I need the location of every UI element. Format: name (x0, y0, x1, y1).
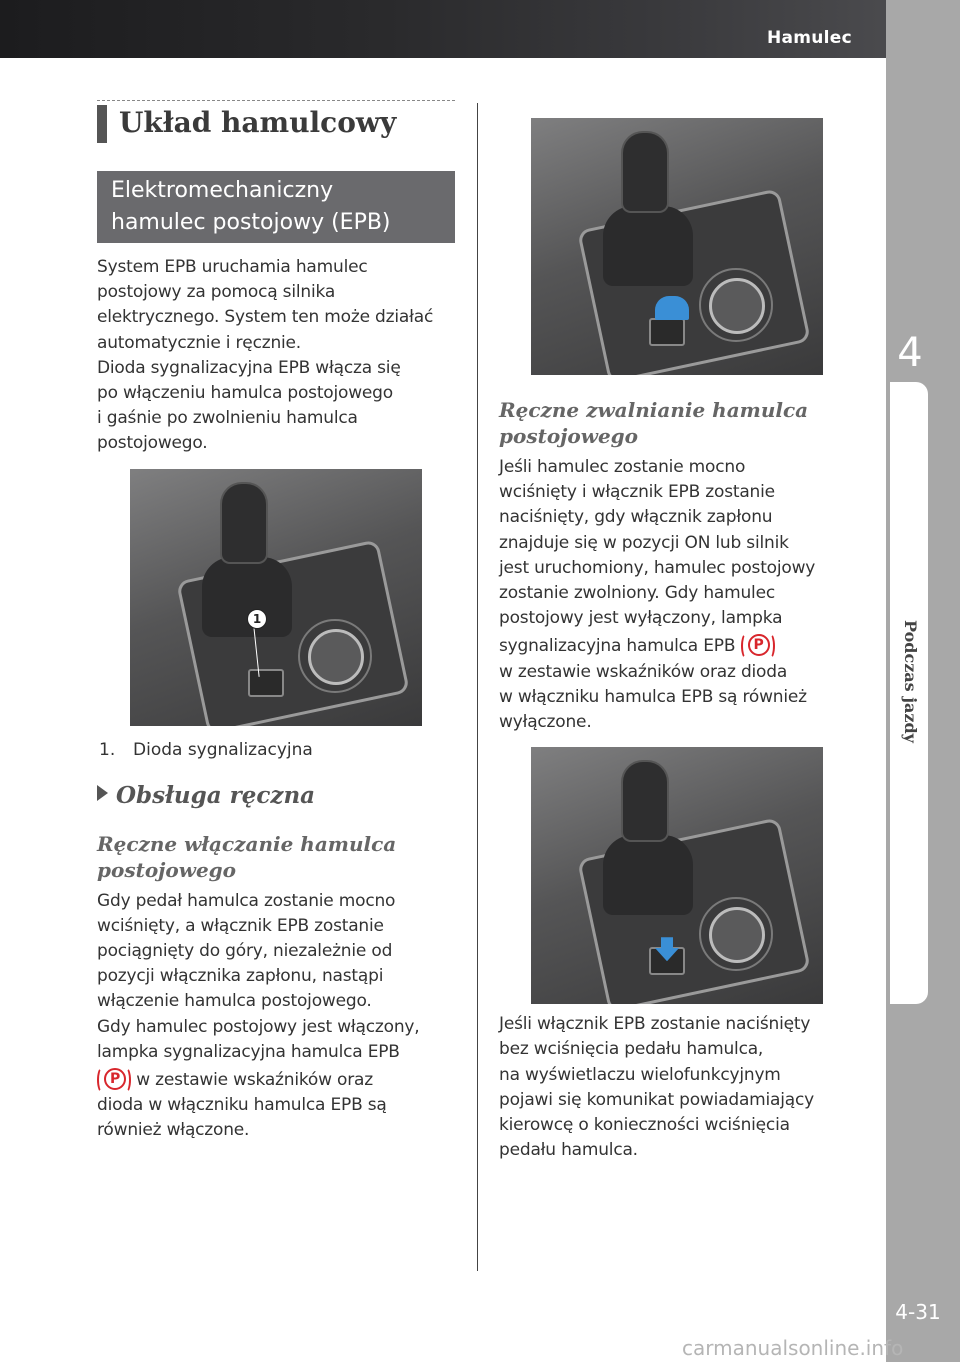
text-line: dioda w włączniku hamulca EPB są (97, 1095, 387, 1116)
section-title (97, 100, 455, 145)
text-line: kierowcę o konieczności wciśnięcia (499, 1115, 790, 1136)
engage-heading-line1: Ręczne włączanie hamulca (97, 831, 397, 856)
text-line: wciśnięty, a włącznik EPB zostanie (97, 915, 384, 936)
page-header (0, 0, 960, 58)
engage-heading (97, 831, 455, 883)
text-line: Jeśli włącznik EPB zostanie naciśnięty (499, 1014, 811, 1035)
text-line: postojowego. (97, 433, 208, 454)
text-line: pojawi się komunikat powiadamiający (499, 1089, 815, 1110)
text-line: znajduje się w pozycji ON lub silnik (499, 532, 789, 553)
manual-heading-text: Obsługa ręczna (116, 781, 316, 809)
gear-knob (623, 762, 667, 840)
text-line: Dioda sygnalizacyjna EPB włącza się (97, 357, 401, 378)
text-line: naciśnięty, gdy włącznik zapłonu (499, 507, 773, 528)
release-heading-line1: Ręczne zwalnianie hamulca (499, 398, 809, 422)
release-paragraph (499, 455, 849, 735)
text-line: wyłączone. (499, 712, 592, 733)
text-line: postojowy za pomocą silnika (97, 282, 336, 303)
chapter-number: 4 (897, 330, 923, 376)
column-divider (477, 103, 478, 1271)
text-line: pozycji włącznika zapłonu, nastąpi (97, 966, 384, 987)
text-line: jest uruchomiony, hamulec postojowy (499, 557, 816, 578)
epb-switch (248, 669, 284, 697)
page-number: 4-31 (895, 1300, 941, 1324)
left-column (97, 100, 455, 1144)
release-heading (499, 397, 849, 449)
subsection-title (97, 171, 455, 243)
text-line: na wyświetlaczu wielofunkcyjnym (499, 1064, 781, 1085)
text-line: po włączeniu hamulca postojowego (97, 383, 393, 404)
caption-text: Dioda sygnalizacyjna (133, 739, 313, 760)
gear-knob (222, 484, 266, 562)
engage-heading-line2: postojowego (97, 857, 237, 882)
commander-dial (308, 629, 364, 685)
text-line: lampka sygnalizacyjna hamulca EPB (97, 1041, 400, 1062)
console-photo-press (531, 747, 823, 1004)
text-line: sygnalizacyjna hamulca EPB (499, 636, 741, 657)
text-line: Gdy pedał hamulca zostanie mocno (97, 890, 396, 911)
text-line: Gdy hamulec postojowy jest włączony, (97, 1016, 420, 1037)
engage-paragraph (97, 889, 455, 1144)
epb-letter: P (748, 634, 770, 656)
text-line: pedału hamulca. (499, 1140, 638, 1161)
caption-number: 1. (99, 739, 116, 760)
shifter-boot (202, 557, 292, 637)
commander-dial (709, 907, 765, 963)
warning-paragraph (499, 1012, 849, 1163)
text-line: pociągnięty do góry, niezależnie od (97, 941, 393, 962)
right-column (499, 118, 849, 1163)
commander-dial (709, 278, 765, 334)
subsection-title-line1: Elektromechaniczny (111, 178, 334, 203)
parking-brake-warning-icon (97, 1065, 131, 1091)
intro-paragraph (97, 255, 455, 457)
text-line: postojowy jest wyłączony, lampka (499, 608, 783, 629)
text-line: i gaśnie po zwolnieniu hamulca (97, 408, 358, 429)
text-line: zostanie zwolniony. Gdy hamulec (499, 583, 775, 604)
epb-letter: P (104, 1068, 126, 1090)
header-title: Hamulec (766, 28, 852, 48)
text-line: w zestawie wskaźników oraz dioda (499, 661, 788, 682)
text-line: wciśnięty i włącznik EPB zostanie (499, 482, 775, 503)
epb-switch (649, 318, 685, 346)
release-heading-line2: postojowego (499, 424, 639, 448)
text-line: Jeśli hamulec zostanie mocno (499, 457, 746, 477)
text-line: w zestawie wskaźników oraz (131, 1070, 373, 1091)
parking-brake-warning-icon (741, 631, 775, 657)
console-photo-led (130, 469, 422, 726)
text-line: elektrycznego. System ten może działać (97, 307, 434, 328)
watermark: carmanualsonline.info (682, 1336, 904, 1360)
callout-marker: 1 (247, 609, 267, 629)
pull-up-arrow-icon (655, 296, 689, 320)
manual-heading (97, 782, 455, 809)
text-line: również włączone. (97, 1120, 250, 1141)
header-corner (886, 0, 960, 58)
shifter-boot (603, 835, 693, 915)
subsection-title-line2: hamulec postojowy (EPB) (111, 210, 391, 235)
chapter-title: Podczas jazdy (901, 620, 920, 743)
section-bar (97, 105, 107, 143)
text-line: bez wciśnięcia pedału hamulca, (499, 1039, 764, 1060)
triangle-bullet-icon (97, 785, 108, 801)
text-line: System EPB uruchamia hamulec (97, 257, 368, 277)
section-title-text: Układ hamulcowy (119, 106, 397, 139)
text-line: w włączniku hamulca EPB są również (499, 686, 807, 707)
shifter-boot (603, 206, 693, 286)
text-line: włączenie hamulca postojowego. (97, 991, 372, 1012)
text-line: automatycznie i ręcznie. (97, 332, 301, 353)
figure-caption (97, 740, 455, 760)
gear-knob (623, 133, 667, 211)
console-photo-pull (531, 118, 823, 375)
